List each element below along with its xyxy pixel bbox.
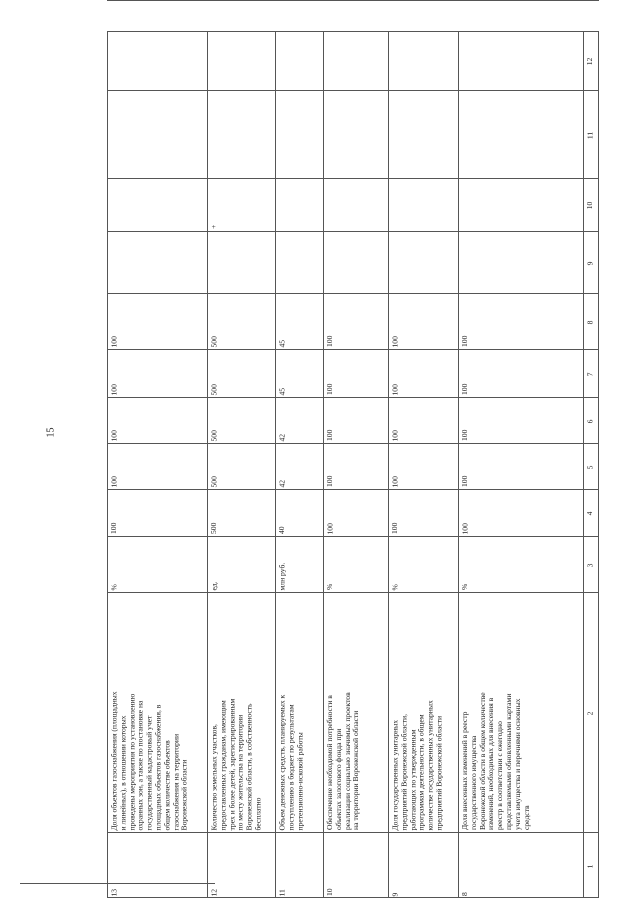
- row-12-col-9-text: [209, 235, 274, 291]
- row-9-col-9-text: [390, 235, 457, 291]
- header-col-7: [583, 349, 599, 397]
- row-8-col-5: [458, 443, 583, 489]
- row-11-col-4-text: 40: [277, 526, 286, 534]
- row-8-col-10-text: [460, 182, 582, 229]
- row-11-col-13: [275, 0, 323, 1]
- row-13-col-13-text: [110, 0, 207, 1]
- row-13-col-5: [107, 443, 207, 489]
- row-11-col-12: [275, 31, 323, 90]
- row-13-unit-text: %: [109, 583, 118, 590]
- row-8-col-8: [458, 293, 583, 349]
- row-11-col-7: [275, 349, 323, 397]
- row-10-col-1-text: 10: [325, 888, 334, 896]
- row-13-col-4-text: 100: [109, 522, 118, 534]
- header-col-9-text: 9: [585, 261, 594, 265]
- row-10-col-9-text: [325, 235, 387, 291]
- row-11-col-7-text: 45: [277, 387, 286, 395]
- row-10-description-text: Обеспечение необходимой потребности в объектах залогового фонда при реализации социально значимых проектов на территории Воронежской области: [325, 692, 361, 830]
- row-13-col-7-text: 100: [109, 383, 118, 395]
- row-12-col-6-text: 500: [209, 429, 218, 441]
- row-13-col-4: [107, 489, 207, 536]
- header-col-3-text: 3: [585, 563, 594, 567]
- row-8-col-7-text: 100: [460, 383, 469, 395]
- row-11-description: [275, 592, 323, 832]
- header-col-8-text: 8: [585, 320, 594, 324]
- row-12-col-9: [207, 231, 275, 293]
- header-col-1-text: 1: [585, 864, 594, 868]
- row-9-col-1-text: 9: [390, 892, 399, 896]
- row-12-col-8-text: 500: [209, 335, 218, 347]
- row-9-col-9: [388, 231, 458, 293]
- row-9-col-6: [388, 397, 458, 443]
- row-8-col-1: [458, 832, 583, 898]
- row-12-unit: [207, 536, 275, 592]
- row-12-col-10-text: +: [209, 224, 218, 229]
- row-9-col-5: [388, 443, 458, 489]
- row-11-col-9-text: [277, 235, 322, 291]
- row-13-col-11: [107, 90, 207, 178]
- row-8-col-10: [458, 178, 583, 231]
- row-11-unit-text: млн руб.: [277, 562, 286, 590]
- row-8-col-11: [458, 90, 583, 178]
- row-8-description-text: Доля внесенных изменений в реестр государственного имущества Воронежской области в общем количестве изменений, необходимых для внесения в реестр в соответствии с ежегодно представляемыми обновленными картами учета имущества и перечнями основных средств: [460, 692, 531, 830]
- row-12-col-4-text: 500: [209, 522, 218, 534]
- row-10-col-5-text: 100: [325, 475, 334, 487]
- row-13-description: [107, 592, 207, 832]
- row-11-col-8: [275, 293, 323, 349]
- row-8-col-13: [458, 0, 583, 1]
- row-13-col-1-text: 13: [109, 888, 118, 896]
- row-11-col-6: [275, 397, 323, 443]
- row-8-col-4: [458, 489, 583, 536]
- row-9-col-1: [388, 832, 458, 898]
- header-col-4: [583, 489, 599, 536]
- row-10-col-8-text: 100: [325, 335, 334, 347]
- row-8-col-9-text: [460, 235, 582, 291]
- row-8-unit-text: %: [460, 583, 469, 590]
- row-10-unit-text: %: [325, 583, 334, 590]
- row-12-unit-text: ед.: [209, 580, 218, 590]
- row-8-col-6-text: 100: [460, 429, 469, 441]
- row-9-col-10-text: [390, 182, 457, 229]
- header-col-2: [583, 592, 599, 832]
- row-12-col-13: [207, 0, 275, 1]
- row-9-col-12-text: [390, 35, 457, 88]
- row-12-col-12: [207, 31, 275, 90]
- row-8-col-12: [458, 31, 583, 90]
- row-11-col-9: [275, 231, 323, 293]
- row-13-col-11-text: [109, 94, 206, 176]
- row-11-col-10-text: [277, 182, 322, 229]
- row-10-col-11: [323, 90, 388, 178]
- row-10-col-12-text: [325, 35, 387, 88]
- row-9-col-4: [388, 489, 458, 536]
- row-8-unit: [458, 536, 583, 592]
- row-9-description-text: Доля государственных унитарных предприятий Воронежской области, работающих по утвержденным программам деятельности, в общем количестве государственных унитарных предприятий Воронежской области: [390, 699, 443, 830]
- row-12-col-7: [207, 349, 275, 397]
- row-13-col-7: [107, 349, 207, 397]
- header-col-5-text: 5: [585, 465, 594, 469]
- row-9-unit: [388, 536, 458, 592]
- row-9-col-4-text: 100: [390, 522, 399, 534]
- header-col-12-text: 12: [585, 57, 594, 66]
- header-col-12: [583, 31, 599, 90]
- header-col-2-text: 2: [585, 711, 594, 715]
- row-12-col-11: [207, 90, 275, 178]
- row-9-col-13-text: [391, 0, 458, 1]
- row-8-col-13-text: [461, 0, 583, 1]
- row-9-col-7-text: 100: [390, 383, 399, 395]
- header-col-13: [583, 0, 599, 1]
- row-11-col-6-text: 42: [277, 433, 286, 441]
- header-col-10-text: 10: [585, 201, 594, 210]
- header-col-10: [583, 178, 599, 231]
- row-10-col-4-text: 100: [325, 522, 334, 534]
- row-12-description-text: Количество земельных участков, предоставленных гражданам, имеющим трех и более детей, зарегистрированным по месту жительства на территории Воронежской области, в собственность бесплатно: [209, 698, 262, 830]
- row-12-col-12-text: [209, 35, 274, 88]
- row-13-col-1: [107, 832, 207, 898]
- row-9-col-8-text: 100: [390, 335, 399, 347]
- row-13-col-6-text: 100: [109, 429, 118, 441]
- row-10-col-13: [323, 0, 388, 1]
- row-13-col-13: [107, 0, 207, 1]
- row-9-col-11: [388, 90, 458, 178]
- row-8-col-8-text: 100: [460, 335, 469, 347]
- header-col-11-text: 11: [585, 131, 594, 139]
- row-11-col-4: [275, 489, 323, 536]
- row-13-col-12-text: [109, 35, 206, 88]
- row-9-description: [388, 592, 458, 832]
- row-11-col-10: [275, 178, 323, 231]
- row-8-col-6: [458, 397, 583, 443]
- row-10-unit: [323, 536, 388, 592]
- row-9-col-5-text: 100: [390, 475, 399, 487]
- row-11-col-11: [275, 90, 323, 178]
- row-11-col-1-text: 11: [277, 888, 286, 896]
- row-8-col-5-text: 100: [460, 475, 469, 487]
- row-12-col-11-text: [209, 94, 274, 176]
- row-11-col-5: [275, 443, 323, 489]
- row-8-col-12-text: [460, 35, 582, 88]
- header-col-1: [583, 832, 599, 898]
- row-12-col-5-text: 500: [209, 475, 218, 487]
- row-12-col-4: [207, 489, 275, 536]
- row-10-col-13-text: [326, 0, 388, 1]
- row-13-col-9: [107, 231, 207, 293]
- row-13-col-8-text: 100: [109, 335, 118, 347]
- row-12-col-8: [207, 293, 275, 349]
- row-12-col-7-text: 500: [209, 383, 218, 395]
- header-col-11: [583, 90, 599, 178]
- row-9-col-11-text: [390, 94, 457, 176]
- row-10-col-7-text: 100: [325, 383, 334, 395]
- row-10-col-5: [323, 443, 388, 489]
- footnote-rule: [20, 883, 215, 884]
- row-13-col-10-text: [109, 182, 206, 229]
- row-10-col-11-text: [325, 94, 387, 176]
- row-10-col-12: [323, 31, 388, 90]
- row-13-description-text: Доля объектов газоснабжения (площадных и линейных), в отношении которых проведены мероприятия по установлению охранных зон, а также по постановке на государственный кадастровый учет площадных объектов газоснабжения, в общем количестве объектов газоснабжения на территории Воронежской области: [109, 690, 189, 830]
- row-11-col-5-text: 42: [277, 479, 286, 487]
- row-12-col-6: [207, 397, 275, 443]
- header-col-6: [583, 397, 599, 443]
- header-col-4-text: 4: [585, 511, 594, 516]
- page-number: 15: [45, 427, 57, 438]
- row-10-col-6-text: 100: [325, 429, 334, 441]
- row-9-col-12: [388, 31, 458, 90]
- row-11-col-13-text: [278, 0, 323, 1]
- row-10-col-10: [323, 178, 388, 231]
- row-8-col-7: [458, 349, 583, 397]
- header-col-3: [583, 536, 599, 592]
- header-col-7-text: 7: [585, 372, 594, 376]
- header-col-5: [583, 443, 599, 489]
- row-10-col-4: [323, 489, 388, 536]
- row-13-col-9-text: [109, 235, 206, 291]
- row-9-col-10: [388, 178, 458, 231]
- row-9-col-7: [388, 349, 458, 397]
- row-8-col-11-text: [460, 94, 582, 176]
- row-10-description: [323, 592, 388, 832]
- row-9-unit-text: %: [390, 583, 399, 590]
- row-12-col-13-text: [210, 0, 275, 1]
- row-13-col-8: [107, 293, 207, 349]
- row-8-description: [458, 592, 583, 832]
- row-11-col-8-text: 45: [277, 339, 286, 347]
- header-col-8: [583, 293, 599, 349]
- row-11-unit: [275, 536, 323, 592]
- row-10-col-9: [323, 231, 388, 293]
- row-11-col-11-text: [277, 94, 322, 176]
- row-9-col-13: [388, 0, 458, 1]
- row-12-col-1: [207, 832, 275, 898]
- row-12-col-1-text: 12: [209, 888, 218, 896]
- row-11-col-12-text: [277, 35, 322, 88]
- row-12-description: [207, 592, 275, 832]
- row-10-col-8: [323, 293, 388, 349]
- row-9-col-6-text: 100: [390, 429, 399, 441]
- row-12-col-5: [207, 443, 275, 489]
- row-12-col-10: [207, 178, 275, 231]
- row-8-col-9: [458, 231, 583, 293]
- row-8-col-4-text: 100: [460, 522, 469, 534]
- row-13-col-5-text: 100: [109, 475, 118, 487]
- row-13-col-12: [107, 31, 207, 90]
- row-13-col-10: [107, 178, 207, 231]
- header-col-13-text: [589, 0, 599, 1]
- row-13-unit: [107, 536, 207, 592]
- row-11-description-text: Объем денежных средств, планируемых к поступлению в бюджет по результатам претензионно-исковой работы: [277, 694, 304, 830]
- row-10-col-1: [323, 832, 388, 898]
- header-col-6-text: 6: [585, 419, 594, 423]
- row-9-col-8: [388, 293, 458, 349]
- row-10-col-6: [323, 397, 388, 443]
- row-11-col-1: [275, 832, 323, 898]
- row-10-col-7: [323, 349, 388, 397]
- row-8-col-1-text: 8: [460, 892, 469, 896]
- row-13-col-6: [107, 397, 207, 443]
- row-10-col-10-text: [325, 182, 387, 229]
- header-col-9: [583, 231, 599, 293]
